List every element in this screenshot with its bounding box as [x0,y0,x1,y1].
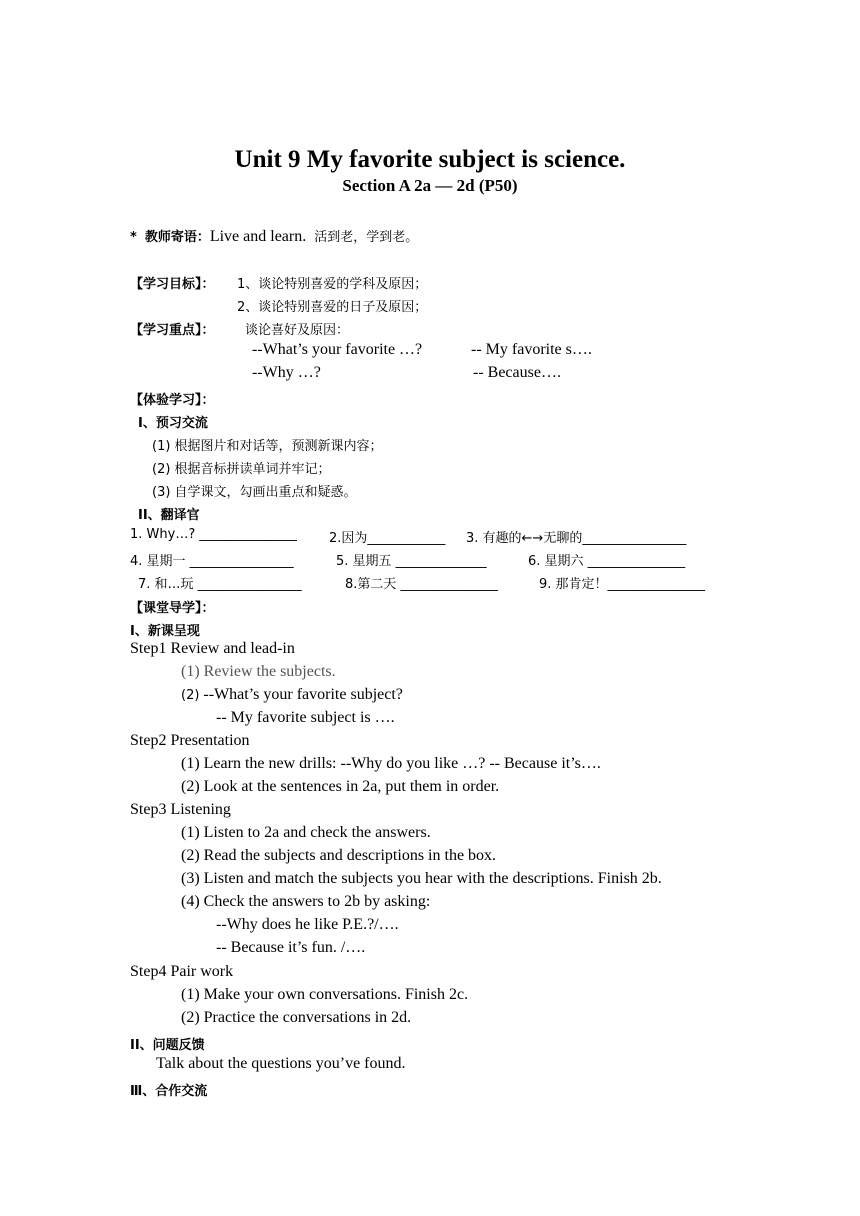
motto-chinese: 活到老，学到老。 [314,230,419,245]
step1-item-1: (1) Review the subjects. [181,663,336,680]
focus-label: 【学习重点】： [130,323,215,338]
translate-item-3: 3. 有趣的←→无聊的________________ [466,531,687,546]
step3-title: Step3 Listening [130,801,231,818]
focus-question-2: --Why …? [252,364,321,381]
step1-item-2 [181,686,403,704]
translate-item-8: 8.第二天 _______________ [345,577,499,592]
step1-title: Step1 Review and lead-in [130,640,295,657]
step4-item-1: (1) Make your own conversations. Finish 2c. [181,986,469,1003]
goals-label: 【学习目标】： [130,277,215,292]
focus-answer-2: -- Because…. [473,364,561,381]
translate-item-5: 5. 星期五 ______________ [336,554,487,569]
translate-item-6: 6. 星期六 _______________ [528,554,686,569]
step1-item-2b: -- My favorite subject is …. [216,709,395,726]
focus-answer-1: -- My favorite s…. [471,341,592,358]
feedback-text: Talk about the questions you’ve found. [156,1055,406,1072]
goal-item-1: 1、谈论特别喜爱的学科及原因； [237,277,428,292]
step3-item-4: (4) Check the answers to 2b by asking: [181,893,431,910]
preview-item-2: (2) 根据音标拼读单词并牢记； [152,462,331,477]
step4-item-2: (2) Practice the conversations in 2d. [181,1009,412,1026]
motto-label: 教师寄语： [144,230,210,245]
step3-item-4a: --Why does he like P.E.?/…. [216,916,399,933]
step3-item-4b: -- Because it’s fun. /…. [216,939,366,956]
cooperate-heading: Ⅲ、合作交流 [130,1084,208,1099]
step2-item-2: (2) Look at the sentences in 2a, put them in order. [181,778,500,795]
step1-item-2-text: --What’s your favorite subject? [203,686,403,703]
step3-item-2: (2) Read the subjects and descriptions in the box. [181,847,497,864]
motto-english: Live and learn. [209,228,307,245]
feedback-heading: II、问题反馈 [130,1038,205,1053]
preview-heading: I、预习交流 [138,416,208,431]
translate-item-1: 1. Why…? _______________ [130,527,297,542]
classroom-label: 【课堂导学】： [130,601,215,616]
teacher-motto [130,226,418,246]
new-lesson-heading: I、新课呈现 [130,624,200,639]
translate-item-9: 9. 那肯定！_______________ [539,577,706,592]
experience-label: 【体验学习】： [130,393,215,408]
step3-item-3: (3) Listen and match the subjects you hear with the descriptions. Finish 2b. [181,870,662,887]
translate-item-2: 2.因为____________ [329,531,446,546]
step4-title: Step4 Pair work [130,963,234,980]
goal-item-2: 2、谈论特别喜爱的日子及原因； [237,300,428,315]
page-subtitle: Section A 2a — 2d (P50) [342,176,518,195]
translate-heading: II、翻译官 [138,508,200,523]
preview-item-1: (1) 根据图片和对话等，预测新课内容； [152,439,383,454]
translate-item-4: 4. 星期一 ________________ [130,554,294,569]
step2-title: Step2 Presentation [130,732,250,749]
translate-item-7: 7. 和…玩 ________________ [138,577,302,592]
focus-text: 谈论喜好及原因： [245,323,350,338]
step2-item-1: (1) Learn the new drills: --Why do you like …? -- Because it’s…. [181,755,601,772]
motto-star: * [130,230,137,245]
step1-item-2-number: (2) [181,688,200,703]
page-title: Unit 9 My favorite subject is science. [234,146,626,173]
preview-item-3: (3) 自学课文，勾画出重点和疑惑。 [152,485,357,500]
focus-question-1: --What’s your favorite …? [252,341,423,358]
step3-item-1: (1) Listen to 2a and check the answers. [181,824,431,841]
